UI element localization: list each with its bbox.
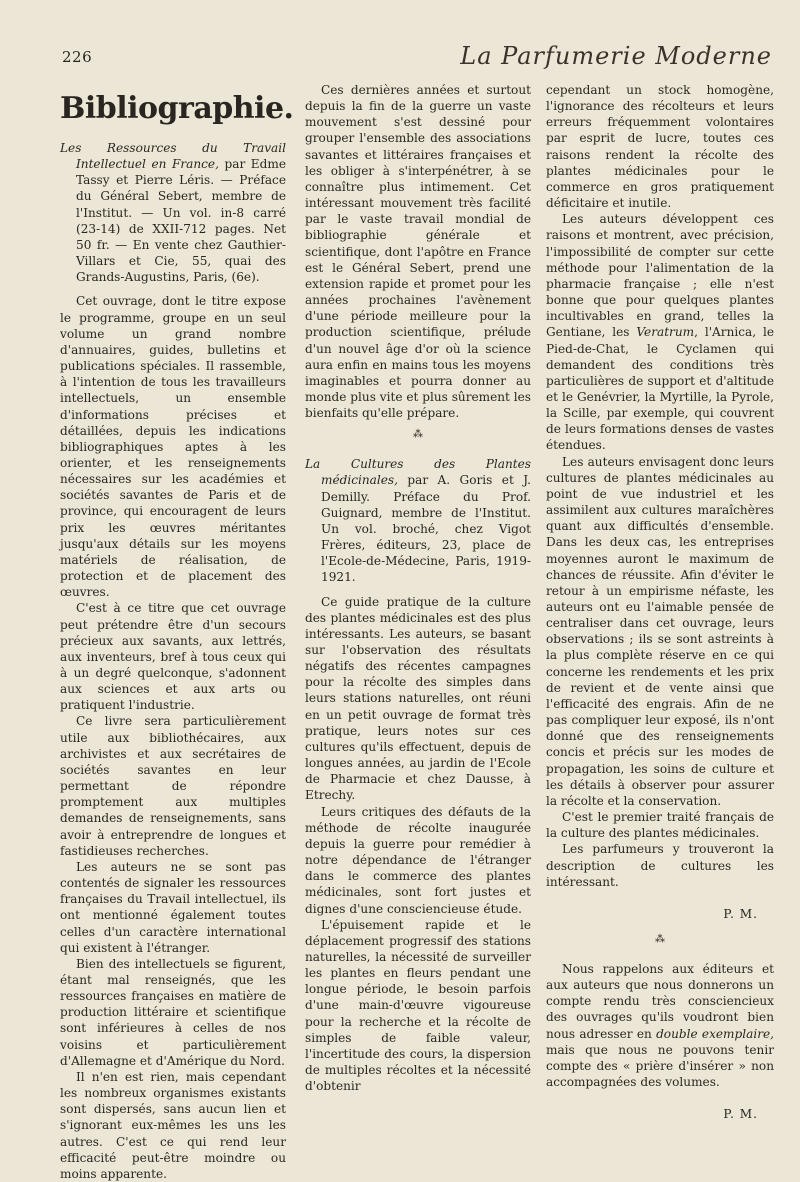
paragraph: Les auteurs envisagent donc leurs cultures de plantes médicinales au point de vue industriel et les assimilent aux cultures maraîchères quant aux difficultés d'ensemble. Dans les deux cas, les entreprises moyennes auront le maximum de chances de réussite. Afin d'éviter le retour à un empirisme néfaste, les auteurs ont eu l'aimable pensée de centraliser dans cet ouvrage, leurs observations ; ils se sont astreints à la plus complète réserve en ce qui concerne les rendements et les prix de revient et de vente ainsi que l'efficacité des engrais. Afin de ne pas compliquer leur exposé, ils n'ont donné que des renseignements concis et précis sur les modes de propagation, les soins de culture et les détails à observer pour assurer la récolte et la conservation.	[546, 454, 774, 808]
paragraph: Bien des intellectuels se figurent, étant mal renseignés, que les ressources françaises en matière de production littéraire et scientifique sont inférieures à celles de nos voisins et particulièrement d'Allemagne et d'Amérique du Nord.	[60, 956, 286, 1068]
asterism: ⁂	[413, 429, 423, 441]
book-details: par A. Goris et J. Demilly. Préface du Prof. Guignard, membre de l'Institut. Un vol. broché, chez Vigot Frères, éditeurs, 23, place de l'Ecole-de-Médecine, Paris, 1919-1921.	[321, 473, 531, 585]
paragraph: Ce livre sera particulièrement utile aux bibliothécaires, aux archivistes et aux secrétaires de sociétés savantes en leur permettant de répondre promptement aux multiples demandes de renseignements, sans avoir à entreprendre de longues et fastidieuses recherches.	[60, 714, 286, 858]
running-title: La Parfumerie Moderne	[460, 42, 772, 70]
book-details: par Edme Tassy et Pierre Léris. — Préface du Général Sebert, membre de l'Institut. — Un vol. in-8 carré (23-14) de XXII-712 pages. Net 50 fr. — En vente chez Gauthier-Villars et Cie, 55, quai des Grands-Augustins, Paris, (6e).	[76, 157, 286, 285]
paragraph	[546, 211, 774, 453]
text-columns	[60, 82, 774, 1181]
column-3	[546, 82, 774, 1134]
paragraph: C'est le premier traité français de la culture des plantes médicinales.	[546, 810, 774, 841]
paragraph: L'épuisement rapide et le déplacement progressif des stations naturelles, la nécessité de surveiller les plantes en fleurs pendant une longue période, le besoin parfois d'une main-d'œuvre vigoureuse pour la recherche et la récolte de simples de faible valeur, l'incertitude des cours, la dispersion de multiples récoltes et la nécessité d'obtenir	[305, 917, 531, 1094]
section-title: Bibliographie.	[60, 91, 294, 126]
text-run: mais que nous ne pouvons tenir compte des « prière d'insérer » non accompagnées des volumes.	[546, 1042, 774, 1090]
page-number: 226	[62, 48, 93, 66]
text-run: Nous rappelons aux éditeurs et aux auteurs que nous donnerons un compte rendu très consciencieux des ouvrages qu'ils voudront bien nous adresser en	[546, 961, 774, 1041]
text-run: , l'Arnica, le Pied-de-Chat, le Cyclamen qui demandent des conditions très particulières de support et d'altitude et le Genévrier, la Myrtille, la Pyrole, la Scille, par exemple, qui couvrent de leurs formations denses de vastes étendues.	[546, 325, 774, 453]
paragraph: Ce guide pratique de la culture des plantes médicinales est des plus intéressants. Les auteurs, se basant sur l'observation des résultats négatifs des récentes campagnes pour la récolte des simples dans leurs stations naturelles, ont réuni en un petit ouvrage de format très pratique, leurs notes sur ces cultures qu'ils effectuent, depuis de longues années, au jardin de l'Ecole de Pharmacie et chez Dausse, à Etrechy.	[305, 594, 531, 803]
signature: P. M.	[723, 906, 758, 921]
book-title: Les Ressources du Travail Intellectuel en France,	[60, 141, 286, 172]
paragraph: C'est à ce titre que cet ouvrage peut prétendre être d'un secours précieux aux savants, aux lettrés, aux inventeurs, bref à tous ceux qui à un degré quelconque, s'adonnent aux sciences et aux arts ou pratiquent l'industrie.	[60, 601, 286, 713]
editorial-note	[546, 961, 774, 1090]
paragraph: cependant un stock homogène, l'ignorance des récolteurs et leurs erreurs fréquemment volontaires par esprit de lucre, toutes ces raisons rendent la récolte des plantes médicinales pour le commerce en gros pratiquement déficitaire et inutile.	[546, 83, 774, 211]
column-2	[305, 82, 531, 1094]
paragraph: Il n'en est rien, mais cependant les nombreux organismes existants sont dispersés, sans aucun lien et s'ignorant eux-mêmes les uns les autres. C'est ce qui rend leur efficacité peut-être moindre ou moins apparente.	[60, 1069, 286, 1181]
paragraph: Les parfumeurs y trouveront la description de cultures les intéressant.	[546, 842, 774, 889]
paragraph: Les auteurs ne se sont pas contentés de signaler les ressources françaises du Travail intellectuel, ils ont mentionné également toutes celles d'un caractère international qui existent à l'étranger.	[60, 859, 286, 955]
text-run: Les auteurs développent ces raisons et montrent, avec précision, l'impossibilité de compter sur cette méthode pour l'alimentation de la pharmacie française ; elle n'est bonne que pour quelques plantes incultivables en grand, telles la Gentiane, les	[546, 212, 774, 340]
italic-term: double exemplaire,	[656, 1026, 774, 1041]
bibliography-entry	[305, 456, 531, 585]
asterism: ⁂	[655, 933, 665, 945]
signature: P. M.	[723, 1107, 758, 1122]
bibliography-entry	[60, 140, 286, 285]
paragraph: Ces dernières années et surtout depuis la fin de la guerre un vaste mouvement s'est dessiné pour grouper l'ensemble des associations savantes et littéraires françaises et les obliger à s'interpénétrer, à se connaître plus intimement. Cet intéressant mouvement très facilité par le vaste travail mondial de bibliographie générale et scientifique, dont l'apôtre en France est le Général Sebert, prend une extension rapide et promet pour les années prochaines l'avènement d'une période meilleure pour la production scientifique, prélude d'un nouvel âge d'or où la science aura enfin en mains tous les moyens imaginables et pourra donner au monde plus vite et plus sûrement les bienfaits qu'elle prépare.	[305, 83, 531, 421]
paragraph: Cet ouvrage, dont le titre expose le programme, groupe en un seul volume un grand nombre d'annuaires, guides, bulletins et publications spéciales. Il rassemble, à l'intention de tous les travailleurs intellectuels, un ensemble d'informations précises et détaillées, depuis les indications bibliographiques aptes à les orienter, et les renseignements nécessaires sur les académies et sociétés savantes de Paris et de province, qui encouragent de leurs prix les œuvres méritantes jusqu'aux détails sur les moyens matériels de réalisation, de protection et de placement des œuvres.	[60, 294, 286, 600]
italic-term: Veratrum	[636, 325, 695, 340]
book-title: La Cultures des Plantes médicinales,	[305, 457, 531, 488]
paragraph: Leurs critiques des défauts de la méthode de récolte inaugurée depuis la guerre pour remédier à notre dépendance de l'étranger dans le commerce des plantes médicinales, sont fort justes et dignes d'une consciencieuse étude.	[305, 804, 531, 916]
column-1	[60, 82, 294, 1182]
